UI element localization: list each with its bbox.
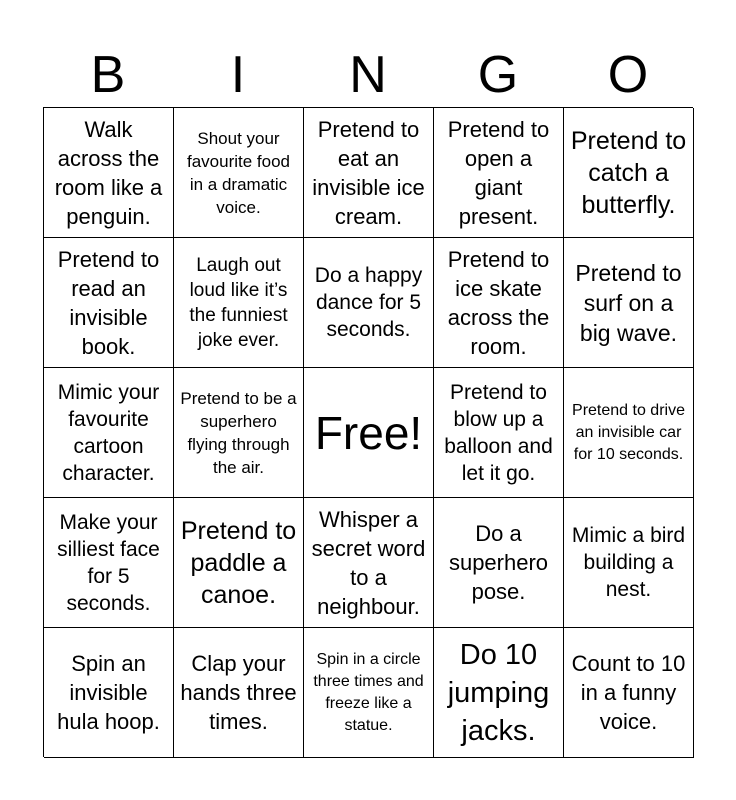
free-space-text: Free! bbox=[314, 406, 423, 459]
bingo-cell[interactable] bbox=[44, 238, 174, 368]
cell-text: Clap your hands three times. bbox=[180, 651, 297, 734]
header-letter-i: I bbox=[230, 46, 246, 104]
cell-text: Pretend to read an invisible book. bbox=[57, 246, 160, 359]
bingo-cell[interactable] bbox=[174, 368, 304, 498]
bingo-cell[interactable] bbox=[564, 368, 694, 498]
bingo-cell[interactable] bbox=[174, 238, 304, 368]
cell-text: Laugh out loud like it’s the funniest joke ever. bbox=[189, 254, 288, 351]
cell-text: Mimic your favourite cartoon character. bbox=[57, 380, 160, 485]
bingo-cell[interactable] bbox=[44, 108, 174, 238]
bingo-cell[interactable] bbox=[434, 628, 564, 758]
bingo-cell[interactable] bbox=[304, 238, 434, 368]
bingo-cell[interactable] bbox=[174, 628, 304, 758]
cell-text: Make your silliest face for 5 seconds. bbox=[57, 510, 160, 615]
bingo-cell[interactable] bbox=[564, 498, 694, 628]
bingo-cell[interactable] bbox=[564, 108, 694, 238]
cell-text: Pretend to catch a butterfly. bbox=[570, 126, 687, 219]
cell-text: Pretend to ice skate across the room. bbox=[447, 246, 550, 359]
cell-text: Do 10 jumping jacks. bbox=[447, 638, 550, 747]
bingo-cell[interactable] bbox=[44, 498, 174, 628]
bingo-cell[interactable] bbox=[174, 498, 304, 628]
header-letter-b: B bbox=[90, 46, 126, 104]
header-letter-o: O bbox=[607, 46, 649, 104]
cell-text: Pretend to paddle a canoe. bbox=[180, 516, 297, 609]
cell-text: Walk across the room like a penguin. bbox=[54, 116, 163, 229]
cell-text: Pretend to blow up a balloon and let it go. bbox=[444, 380, 553, 485]
cell-text: Spin an invisible hula hoop. bbox=[57, 651, 160, 734]
header-letter-g: G bbox=[477, 46, 519, 104]
cell-text: Pretend to open a giant present. bbox=[447, 116, 550, 229]
bingo-cell[interactable] bbox=[304, 628, 434, 758]
bingo-cell[interactable] bbox=[44, 368, 174, 498]
bingo-board bbox=[43, 107, 693, 757]
cell-text: Do a superhero pose. bbox=[448, 521, 549, 604]
cell-text: Spin in a circle three times and freeze like a statue. bbox=[313, 650, 424, 734]
bingo-cell[interactable] bbox=[304, 498, 434, 628]
bingo-cell[interactable] bbox=[304, 368, 434, 498]
bingo-header bbox=[43, 44, 693, 106]
bingo-cell[interactable] bbox=[434, 238, 564, 368]
bingo-cell[interactable] bbox=[174, 108, 304, 238]
bingo-cell[interactable] bbox=[564, 628, 694, 758]
cell-text: Pretend to be a superhero flying through the air. bbox=[180, 388, 297, 477]
cell-text: Mimic a bird building a nest. bbox=[571, 524, 686, 601]
bingo-cell[interactable] bbox=[434, 108, 564, 238]
bingo-cell[interactable] bbox=[564, 238, 694, 368]
bingo-cell[interactable] bbox=[44, 628, 174, 758]
cell-text: Pretend to surf on a big wave. bbox=[575, 259, 682, 346]
cell-text: Whisper a secret word to a neighbour. bbox=[311, 506, 426, 619]
cell-text: Count to 10 in a funny voice. bbox=[571, 651, 686, 734]
cell-text: Pretend to eat an invisible ice cream. bbox=[312, 116, 425, 229]
cell-text: Do a happy dance for 5 seconds. bbox=[314, 264, 423, 341]
header-letter-n: N bbox=[349, 46, 387, 104]
bingo-cell[interactable] bbox=[434, 498, 564, 628]
cell-text: Pretend to drive an invisible car for 10 seconds. bbox=[572, 401, 685, 463]
cell-text: Shout your favourite food in a dramatic voice. bbox=[186, 128, 290, 217]
bingo-cell[interactable] bbox=[304, 108, 434, 238]
bingo-cell[interactable] bbox=[434, 368, 564, 498]
